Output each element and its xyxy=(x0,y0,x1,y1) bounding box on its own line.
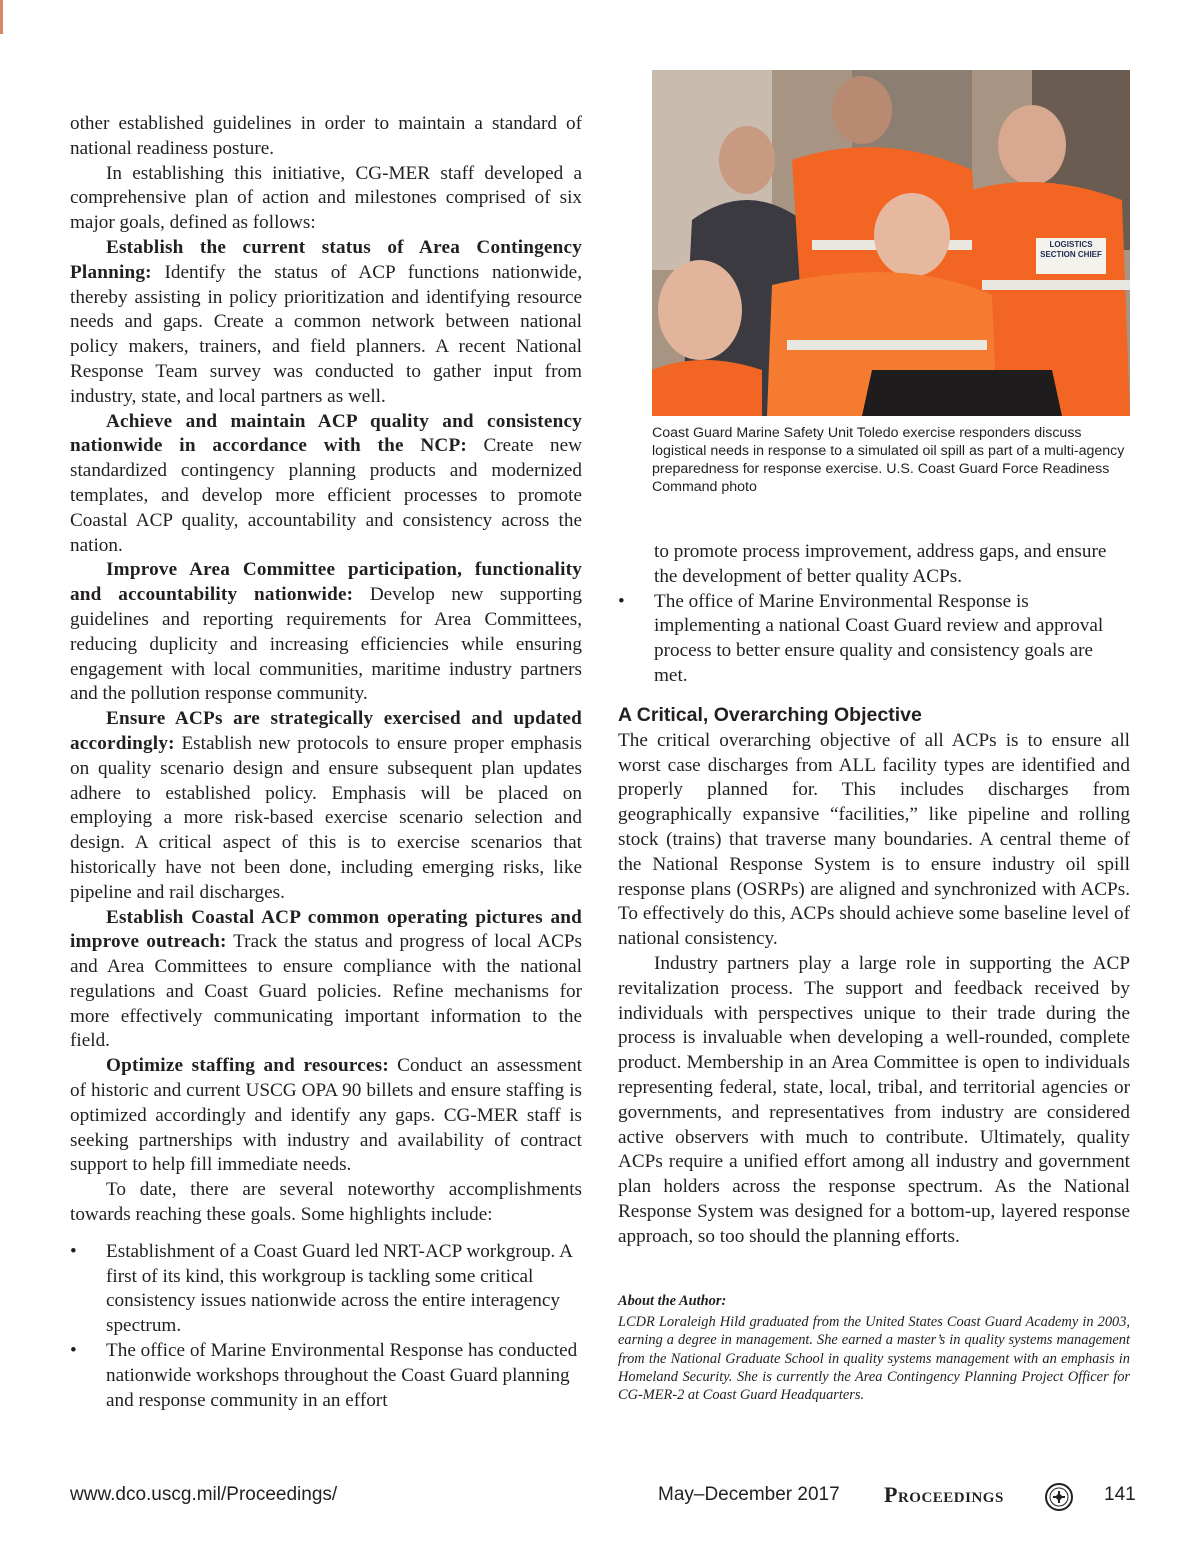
responder-head xyxy=(719,126,775,194)
bullet-text: The office of Marine Environmental Response is implementing a national Coast Guard review and approval process to better ensure quality and consistency goals are met. xyxy=(654,590,1104,686)
paragraph-initiative: In establishing this initiative, CG-MER staff developed a comprehensive plan of action and milestones comprised of six major goals, defined as follows: xyxy=(70,162,582,234)
highlights-list xyxy=(70,1240,582,1414)
laptop xyxy=(862,370,1062,416)
paragraph-intro: other established guidelines in order to maintain a standard of national readiness posture. xyxy=(70,113,582,159)
about-author xyxy=(618,1292,1130,1404)
goal-2-text: Create new standardized contingency planning products and modernized templates, and develop more efficient processes to promote Coastal ACP quality, accountability and consistency across the nation. xyxy=(70,435,582,556)
goal-2-title: Achieve and maintain ACP quality and consistency nationwide in accordance with the NCP: xyxy=(70,410,582,457)
responder-head xyxy=(874,193,950,277)
paragraph-industry: Industry partners play a large role in supporting the ACP revitalization process. The support and feedback received by individuals with perspectives unique to their trade during the process is invaluable when developing a well-rounded, complete product. Membership in an Area Committee is open to individuals representing federal, state, local, tribal, and territorial agencies or governments, and representatives from industry are considered active observers with much to contribute. Ultimately, quality ACPs require a unified effort among all industry and government plan holders across the response spectrum. As the National Response System was designed for a bottom-up, layered response approach, so too should the planning efforts. xyxy=(618,952,1130,1247)
paragraph-objective: The critical overarching objective of all ACPs is to ensure all worst case discharges from ALL facility types are identified and properly planned for. This includes discharges from geographically expansive “facilities,” like pipeline and rolling stock (trains) that traverse many boundaries. A central theme of the National Response System is to ensure industry oil spill response plans (OSRPs) are aligned and synchronized with ACPs. To effectively do this, ACPs should achieve some baseline level of national consistency. xyxy=(618,729,1130,950)
responder-head xyxy=(832,76,892,144)
publication-name: Proceedings xyxy=(884,1482,1004,1507)
bullet-text: to promote process improvement, address gaps, and ensure the development of better quality ACPs. xyxy=(654,541,1107,587)
vest-label: LOGISTICS SECTION CHIEF xyxy=(1040,240,1102,259)
about-author-text: LCDR Loraleigh Hild graduated from the United States Coast Guard Academy in 2003, earning a degree in management. She earned a master’s in quality systems management from the National Graduate School in quality systems management with an emphasis in Homeland Security. She is currently the Area Contingency Planning Project Officer for CG-MER-2 at Coast Guard Headquarters. xyxy=(618,1314,1130,1404)
goal-6-text: Conduct an assessment of historic and current USCG OPA 90 billets and ensure staffing is optimized accordingly and identify any gaps. CG-MER staff is seeking partnerships with industry and availability of contract support to help fill immediate needs. xyxy=(70,1055,582,1176)
goal-1-title: Establish the current status of Area Contingency Planning: xyxy=(70,236,582,283)
about-author-heading: About the Author: xyxy=(618,1293,727,1309)
list-item xyxy=(70,1339,582,1413)
goal-5-title: Establish Coastal ACP common operating pictures and improve outreach: xyxy=(70,906,582,953)
footer-right xyxy=(658,1482,1136,1510)
responder-head xyxy=(998,105,1066,185)
reflective-stripe xyxy=(787,340,987,350)
goal-4-title: Ensure ACPs are strategically exercised and updated accordingly: xyxy=(70,708,582,754)
goal-1-text: Identify the status of ACP functions nationwide, thereby assisting in policy prioritization and identifying resource needs and gaps. Create a common network between national policy makers, trainers, and field planners. A recent National Response Team survey was conducted to gather input from industry, state, and local partners as well. xyxy=(70,261,582,407)
bullet-icon: • xyxy=(70,1340,77,1362)
list-item xyxy=(618,540,1130,590)
issue-date: May–December 2017 xyxy=(658,1484,840,1505)
goal-5 xyxy=(70,906,582,1055)
left-column xyxy=(70,112,582,1413)
paragraph-highlights: To date, there are several noteworthy accomplishments towards reaching these goals. Some highlights include: xyxy=(70,1179,582,1226)
list-item xyxy=(70,1240,582,1339)
goal-3-title: Improve Area Committee participation, functionality and accountability nationwide: xyxy=(70,559,582,606)
bullet-icon: • xyxy=(70,1240,77,1262)
highlights-list-continued xyxy=(618,540,1130,689)
reflective-stripe xyxy=(982,280,1130,290)
bullet-text: The office of Marine Environmental Response has conducted nationwide workshops throughout the Coast Guard planning and response community in an effort xyxy=(106,1340,578,1411)
goal-4-text: Establish new protocols to ensure proper emphasis on quality scenario design and ensure subsequent plan updates adhere to established policy. Emphasis will be placed on employing a more risk-based exercise scenario selection and design. A critical aspect of this is to exercise scenarios that historically have not been done, including emerging risks, like pipeline and rail discharges. xyxy=(70,732,583,903)
right-column xyxy=(618,540,1130,1250)
responder-head xyxy=(658,260,742,360)
coast-guard-seal-icon xyxy=(1044,1482,1074,1518)
footer-url: www.dco.uscg.mil/Proceedings/ xyxy=(70,1484,338,1505)
page-number: 141 xyxy=(1104,1484,1136,1505)
goal-2 xyxy=(70,410,582,559)
page-corner-mark xyxy=(0,0,3,34)
goal-6-title: Optimize staffing and resources: xyxy=(106,1055,389,1077)
goal-3 xyxy=(70,558,582,707)
orange-vest xyxy=(652,360,762,416)
photo-caption: Coast Guard Marine Safety Unit Toledo exercise responders discuss logistical needs in response to a simulated oil spill as part of a multi-agency preparedness for response exercise. U.S. Coast Guard Force Readiness Command photo xyxy=(652,425,1125,495)
goal-4 xyxy=(70,707,582,905)
goal-1 xyxy=(70,236,582,410)
goal-3-text: Develop new supporting guidelines and reporting requirements for Area Committees, reducing duplicity and increasing efficiencies while ensuring engagement with local communities, maritime industry partners and the pollution response community. xyxy=(70,584,582,705)
bullet-text: Establishment of a Coast Guard led NRT-ACP workgroup. A first of its kind, this workgroup is tackling some critical consistency issues nationwide across the entire interagency spectrum. xyxy=(106,1240,572,1337)
list-item xyxy=(618,590,1130,689)
section-heading: A Critical, Overarching Objective xyxy=(618,703,922,726)
goal-6 xyxy=(70,1054,582,1178)
exercise-photo xyxy=(652,70,1130,416)
goal-5-text: Track the status and progress of local ACPs and Area Committees to ensure compliance with the national regulations and Coast Guard policies. Refine mechanisms for more effectively communicating important information to the field. xyxy=(70,931,582,1052)
bullet-icon: • xyxy=(618,590,625,612)
